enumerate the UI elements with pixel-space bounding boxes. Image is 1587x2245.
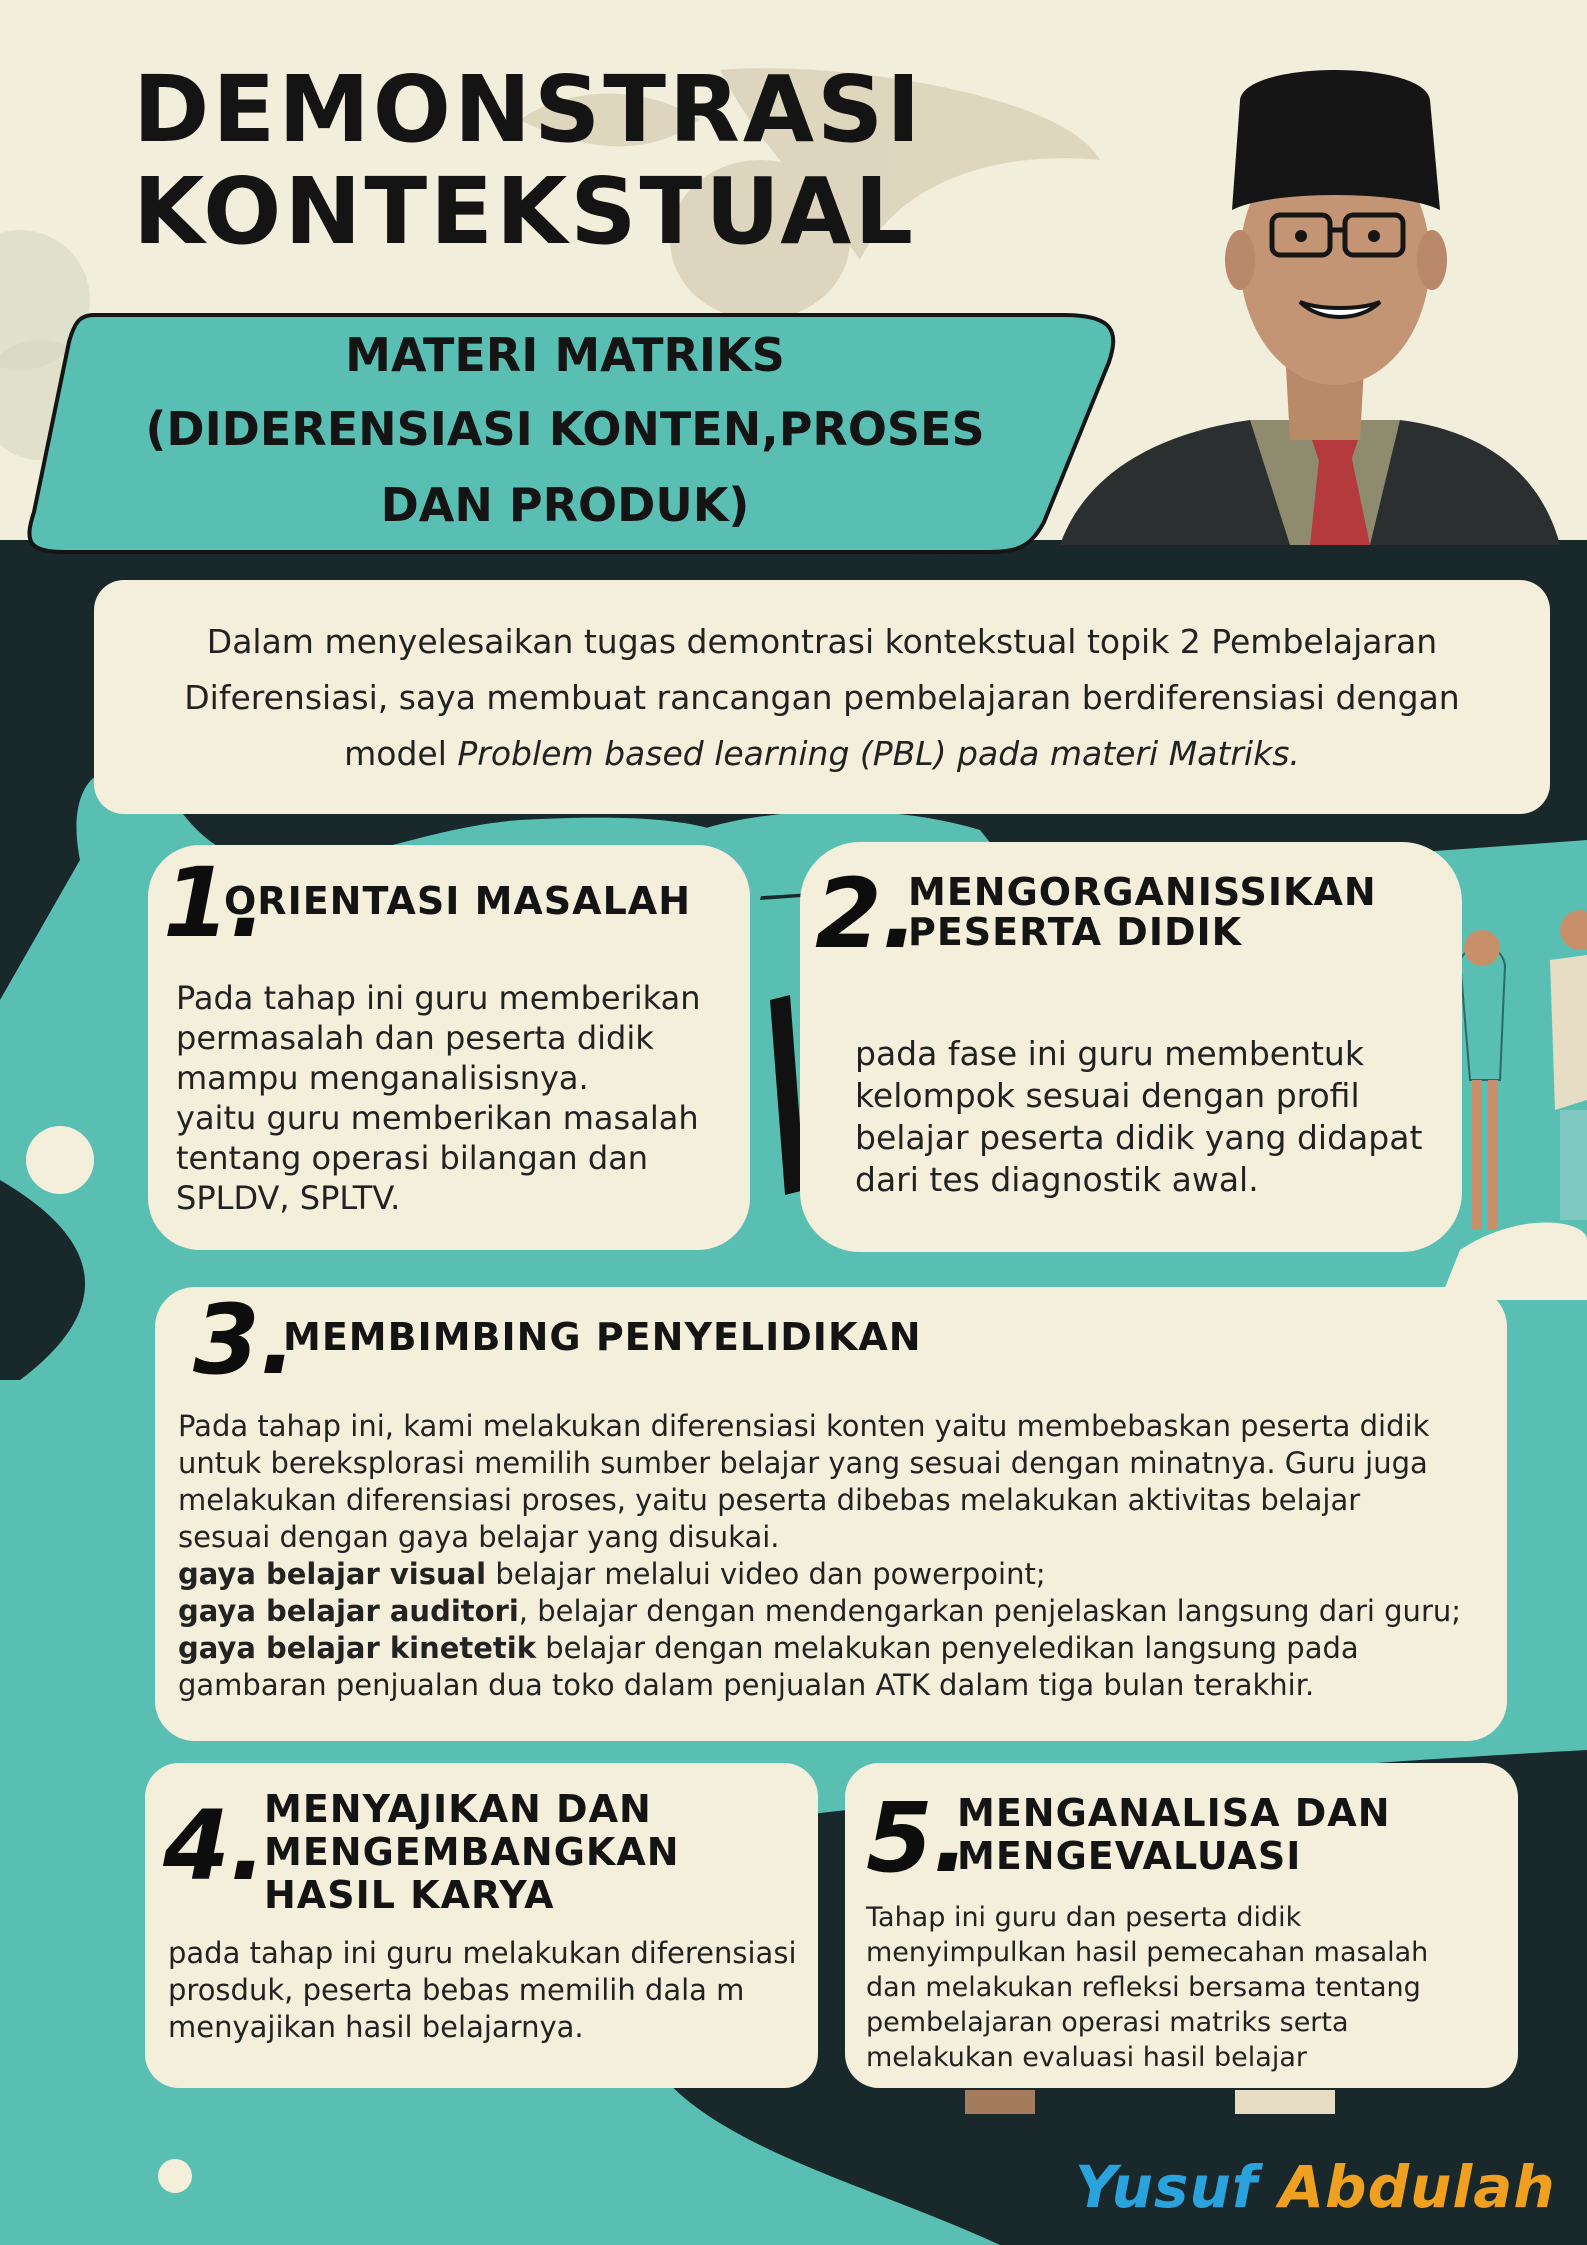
style-kinetetik-label: gaya belajar kinetetik: [178, 1631, 537, 1665]
intro-line3: [94, 726, 1550, 782]
step-body-2: [855, 1033, 1422, 1201]
step-number-4: 4.: [163, 1790, 267, 1902]
style-visual-text: belajar melalui video dan powerpoint;: [486, 1557, 1046, 1591]
author-signature: [1075, 2153, 1556, 2221]
decor-dot: [26, 1126, 94, 1194]
author-last-name: Abdulah: [1279, 2153, 1556, 2221]
style-visual-label: gaya belajar visual: [178, 1557, 487, 1591]
step2-line: kelompok sesuai dengan profil: [855, 1076, 1360, 1115]
style-kinetetik: [178, 1630, 1461, 1667]
intro-line3-plain: model: [344, 734, 458, 773]
main-title-line2: KONTEKSTUAL: [133, 158, 916, 265]
intro-line3-italic: Problem based learning (PBL) pada materi Matriks.: [457, 734, 1300, 773]
intro-line1: Dalam menyelesaikan tugas demontrasi kontekstual topik 2 Pembelajaran: [206, 622, 1438, 661]
step1-line: mampu menganalisisnya.: [176, 1059, 589, 1097]
step1-line: Pada tahap ini guru memberikan: [176, 979, 701, 1017]
step1-line: permasalah dan peserta didik: [176, 1019, 654, 1057]
step5-line: pembelajaran operasi matriks serta: [866, 2007, 1349, 2038]
step-body-3: [178, 1408, 1461, 1704]
intro-card: [94, 580, 1550, 814]
style-auditori-label: gaya belajar auditori: [178, 1594, 519, 1628]
step-number-2: 2.: [815, 858, 919, 970]
step-number-5: 5.: [866, 1782, 970, 1894]
step4-title-line3: HASIL KARYA: [264, 1873, 555, 1917]
step2-line: belajar peserta didik yang didapat: [855, 1118, 1423, 1157]
style-visual: [178, 1556, 1461, 1593]
step3-line: untuk bereksplorasi memilih sumber belajar yang sesuai dengan minatnya. Guru juga: [178, 1446, 1428, 1480]
step-title-4: [264, 1788, 680, 1917]
step5-title-line1: MENGANALISA DAN: [957, 1791, 1391, 1835]
step2-line: dari tes diagnostik awal.: [855, 1160, 1259, 1199]
step5-line: menyimpulkan hasil pemecahan masalah: [866, 1937, 1429, 1968]
step4-line: pada tahap ini guru melakukan diferensiasi: [168, 1936, 797, 1970]
decor-dot: [158, 2159, 192, 2193]
subtitle-line3: DAN PRODUK): [380, 478, 750, 532]
step4-line: menyajikan hasil belajarnya.: [168, 2010, 584, 2044]
step-title-1: ORIENTASI MASALAH: [224, 879, 692, 923]
step2-line: pada fase ini guru membentuk: [855, 1034, 1364, 1073]
step3-line: Pada tahap ini, kami melakukan diferensiasi konten yaitu membebaskan peserta didik: [178, 1409, 1430, 1443]
step-body-5: [866, 1900, 1428, 2075]
step5-line: melakukan evaluasi hasil belajar: [866, 2042, 1307, 2073]
step-body-1: [176, 978, 700, 1218]
step4-line: prosduk, peserta bebas memilih dala m: [168, 1973, 745, 2007]
step3-line: melakukan diferensiasi proses, yaitu peserta dibebas melakukan aktivitas belajar: [178, 1483, 1361, 1517]
style-auditori: [178, 1593, 1461, 1630]
step1-line: SPLDV, SPLTV.: [176, 1179, 401, 1217]
step-number-3: 3.: [193, 1284, 297, 1396]
step2-title-line2: PESERTA DIDIK: [908, 909, 1243, 954]
step-body-4: [168, 1935, 797, 2046]
step3-last-line: gambaran penjualan dua toko dalam penjualan ATK dalam tiga bulan terakhir.: [178, 1668, 1315, 1702]
intro-line2: Diferensiasi, saya membuat rancangan pembelajaran berdiferensiasi dengan: [184, 678, 1460, 717]
main-title-line1: DEMONSTRASI: [133, 56, 924, 163]
step-number-1: 1.: [163, 847, 267, 959]
step5-title-line2: MENGEVALUASI: [957, 1834, 1302, 1878]
step3-line: sesuai dengan gaya belajar yang disukai.: [178, 1520, 780, 1554]
step-title-2: [908, 870, 1377, 954]
subtitle-line2: (DIDERENSIASI KONTEN,PROSES: [145, 402, 985, 456]
step4-title-line1: MENYAJIKAN DAN: [264, 1787, 652, 1831]
step5-line: dan melakukan refleksi bersama tentang: [866, 1972, 1421, 2003]
step2-title-line1: MENGORGANISSIKAN: [908, 870, 1377, 914]
step1-line: yaitu guru memberikan masalah: [176, 1099, 699, 1137]
style-kinetetik-text: belajar dengan melakukan penyeledikan langsung pada: [536, 1631, 1359, 1665]
step1-line: tentang operasi bilangan dan: [176, 1139, 649, 1177]
step5-line: Tahap ini guru dan peserta didik: [866, 1902, 1302, 1933]
step-title-3: MEMBIMBING PENYELIDIKAN: [283, 1315, 922, 1359]
author-first-name: Yusuf: [1075, 2153, 1258, 2221]
style-auditori-text: , belajar dengan mendengarkan penjelaskan langsung dari guru;: [518, 1594, 1462, 1628]
step-title-5: [957, 1792, 1391, 1878]
subtitle-line1: MATERI MATRIKS: [345, 328, 785, 382]
step4-title-line2: MENGEMBANGKAN: [264, 1830, 680, 1874]
